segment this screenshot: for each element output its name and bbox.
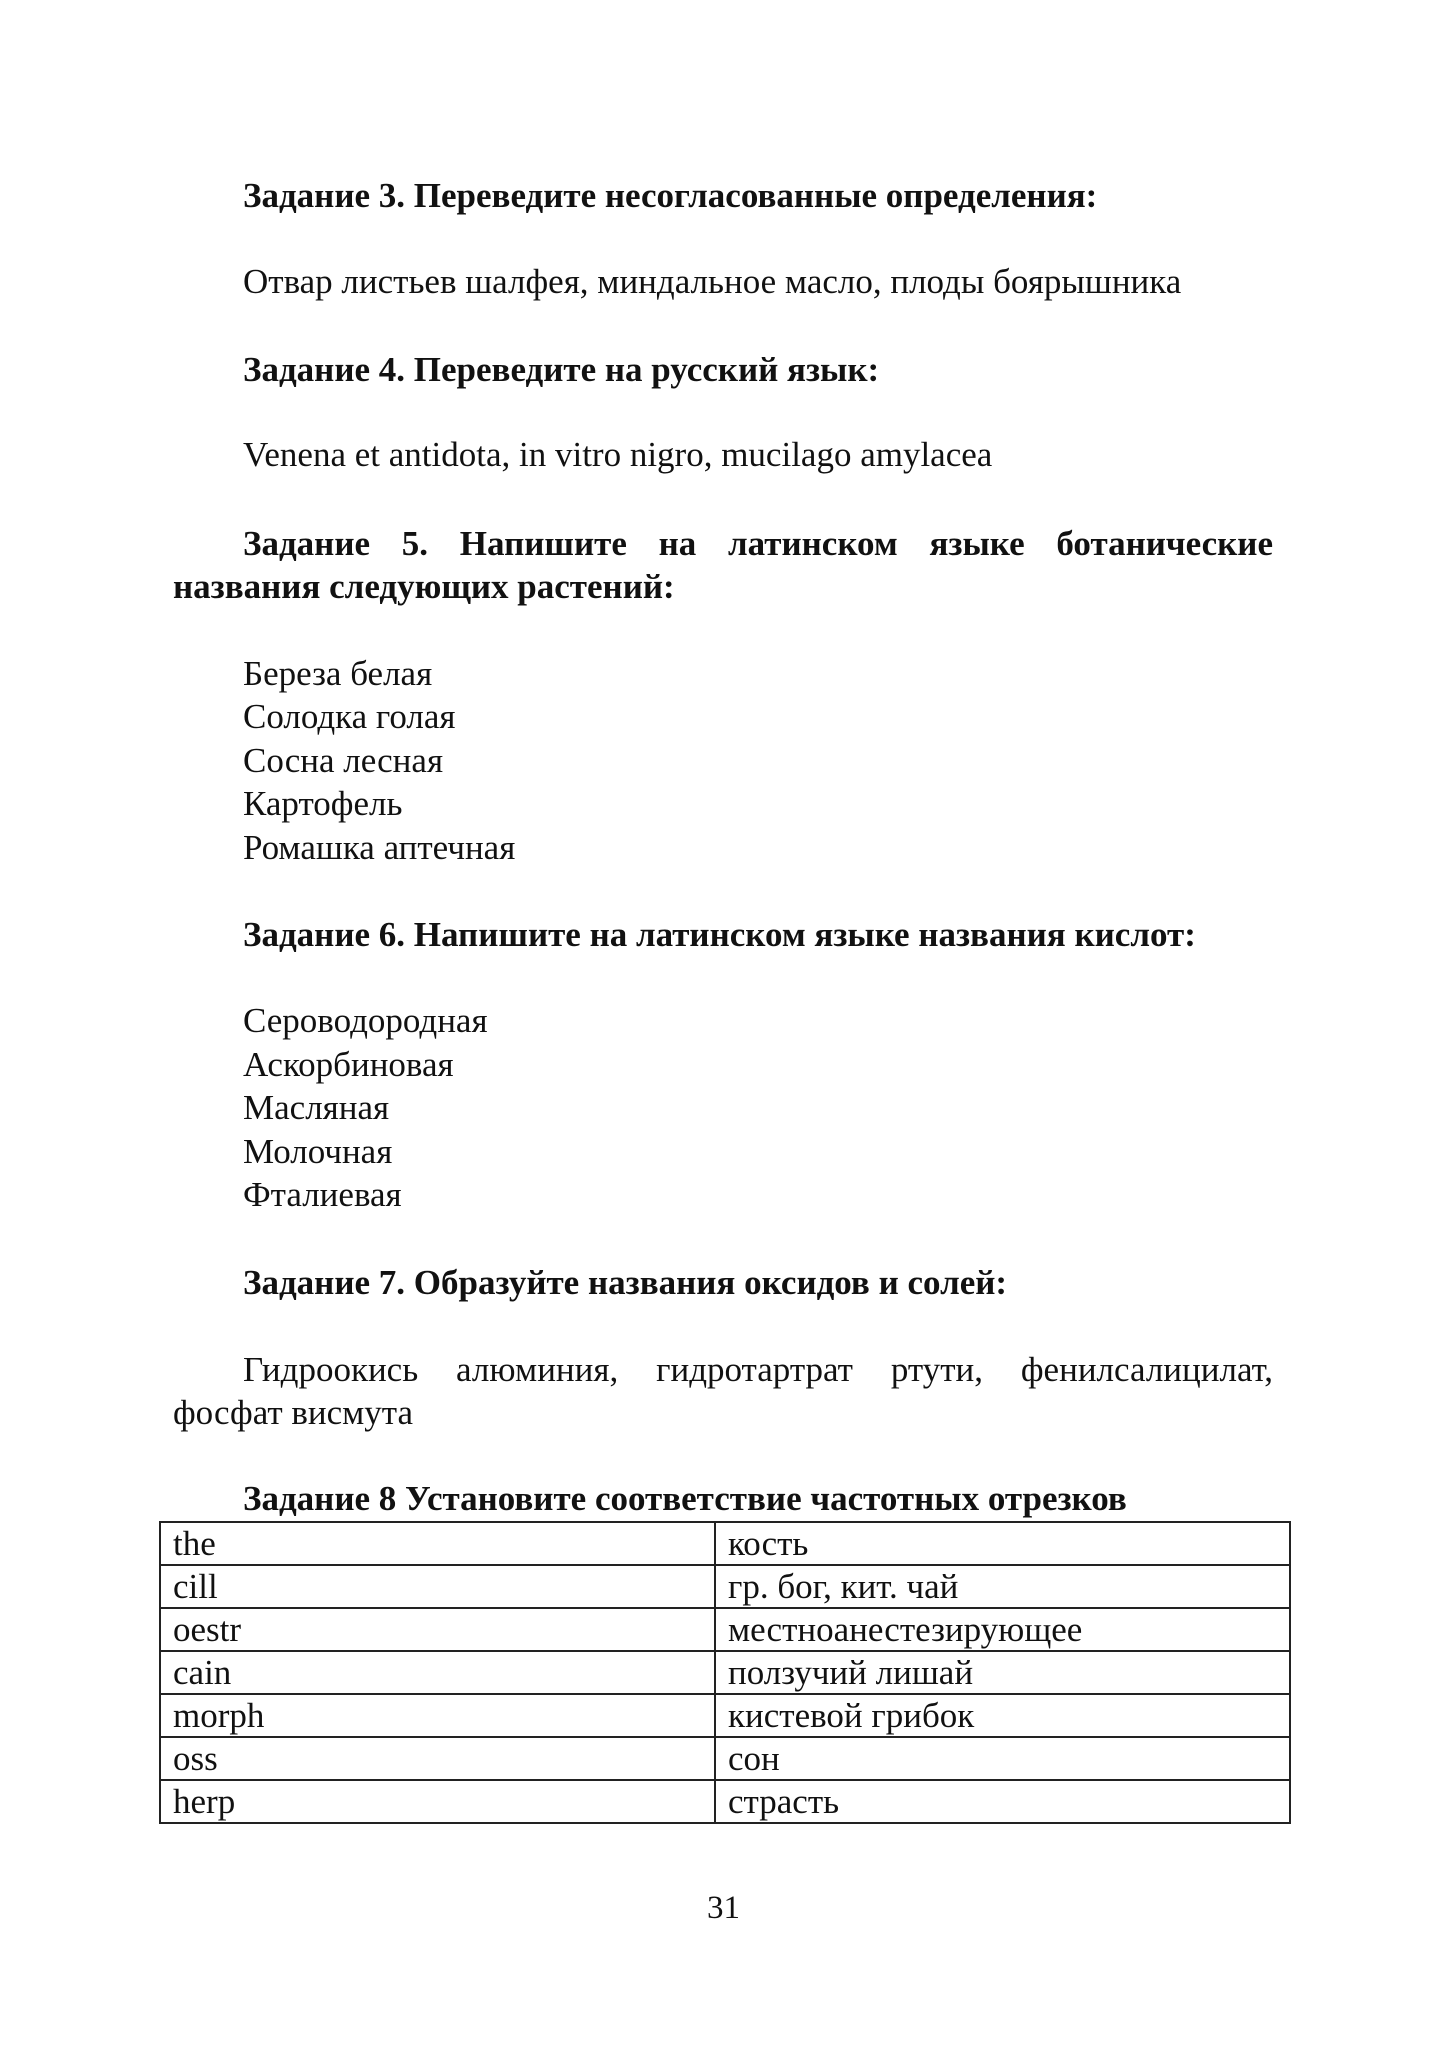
segment-cell: cain (160, 1651, 715, 1694)
task6-item: Аскорбиновая (243, 1045, 454, 1084)
table-row (160, 1608, 1290, 1651)
meaning-cell: гр. бог, кит. чай (715, 1565, 1290, 1608)
segment-cell: oestr (160, 1608, 715, 1651)
task8-heading: Задание 8 Установите соответствие частотных отрезков (243, 1479, 1127, 1518)
task4-text: Venena et antidota, in vitro nigro, mucilago amylacea (243, 435, 993, 474)
task5-item: Картофель (243, 784, 403, 823)
task5-item: Береза белая (243, 654, 433, 693)
page-number: 31 (707, 1890, 740, 1926)
meaning-cell: ползучий лишай (715, 1651, 1290, 1694)
task5-item: Ромашка аптечная (243, 828, 516, 867)
meaning-cell: местноанестезирующее (715, 1608, 1290, 1651)
task5-heading-line2: названия следующих растений: (173, 567, 675, 606)
task3-heading: Задание 3. Переведите несогласованные определения: (243, 176, 1098, 215)
task5-item: Сосна лесная (243, 741, 444, 780)
task5-heading-line1: Задание 5. Напишите на латинском языке ботанические (243, 524, 1273, 563)
task5-item: Солодка голая (243, 697, 456, 736)
table-row (160, 1565, 1290, 1608)
meaning-cell: страсть (715, 1780, 1290, 1823)
task6-item: Сероводородная (243, 1001, 488, 1040)
table-row (160, 1780, 1290, 1823)
task6-item: Молочная (243, 1132, 393, 1171)
task6-heading: Задание 6. Напишите на латинском языке названия кислот: (243, 915, 1196, 954)
segment-cell: herp (160, 1780, 715, 1823)
table-row (160, 1651, 1290, 1694)
matching-table (159, 1521, 1291, 1824)
table-row (160, 1694, 1290, 1737)
task7-text-line2: фосфат висмута (173, 1393, 414, 1432)
meaning-cell: сон (715, 1737, 1290, 1780)
task7-heading: Задание 7. Образуйте названия оксидов и солей: (243, 1263, 1008, 1302)
segment-cell: the (160, 1522, 715, 1565)
task6-item: Масляная (243, 1088, 390, 1127)
segment-cell: morph (160, 1694, 715, 1737)
meaning-cell: кистевой грибок (715, 1694, 1290, 1737)
task6-item: Фталиевая (243, 1175, 402, 1214)
table-row (160, 1737, 1290, 1780)
segment-cell: cill (160, 1565, 715, 1608)
task4-heading: Задание 4. Переведите на русский язык: (243, 350, 880, 389)
table-row (160, 1522, 1290, 1565)
segment-cell: oss (160, 1737, 715, 1780)
task3-text: Отвар листьев шалфея, миндальное масло, плоды боярышника (243, 262, 1182, 301)
task7-text-line1: Гидроокись алюминия, гидротартрат ртути, фенилсалицилат, (243, 1350, 1273, 1389)
meaning-cell: кость (715, 1522, 1290, 1565)
